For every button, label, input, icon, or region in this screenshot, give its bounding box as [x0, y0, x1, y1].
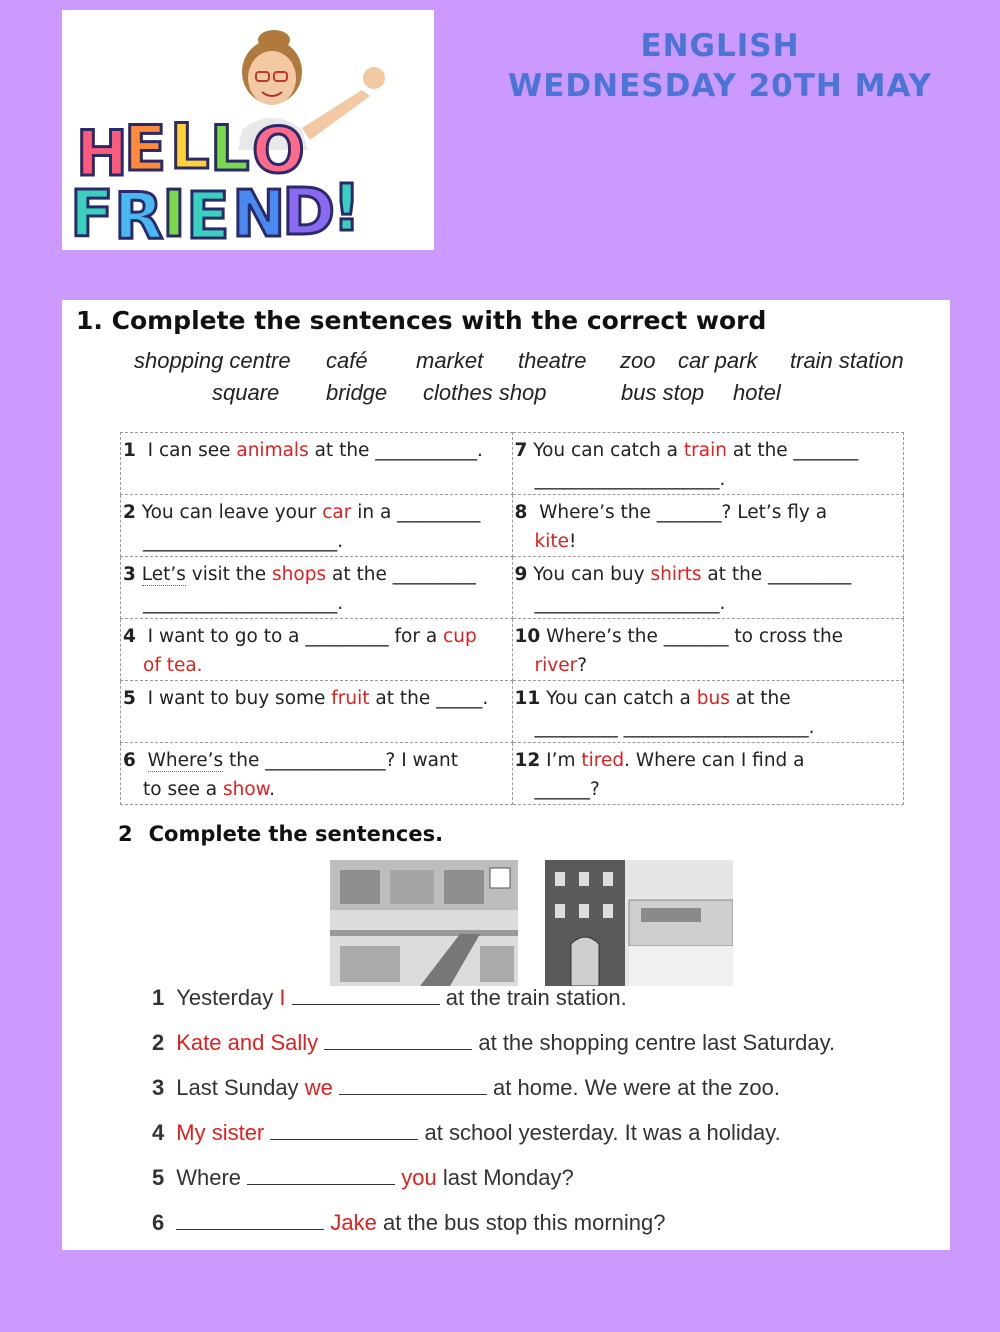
word-bridge: bridge — [326, 380, 388, 405]
item-10: 10 Where’s the _______ to cross the river? — [512, 619, 904, 681]
svg-text:!: ! — [332, 172, 362, 246]
sentence-2: 2 Kate and Sally at the shopping centre last Saturday. — [152, 1030, 836, 1055]
svg-text:H: H — [76, 117, 128, 190]
svg-text:R: R — [114, 180, 164, 250]
word-zoo: zoo — [620, 348, 656, 373]
page-heading — [490, 26, 950, 106]
item-9: 9 You can buy shirts at the _________ ____________________. — [512, 557, 904, 619]
sentence-5: 5 Where you last Monday? — [152, 1165, 574, 1190]
exercise1-title: 1. Complete the sentences with the correct word — [76, 306, 767, 335]
sentence-4: 4 My sister at school yesterday. It was a holiday. — [152, 1120, 781, 1145]
svg-text:F: F — [70, 178, 114, 250]
word-car-park: car park — [678, 348, 758, 373]
word-train-station: train station — [790, 348, 904, 373]
item-3: 3 Let’s visit the shops at the _________ _____________________. — [121, 557, 513, 619]
item-1: 1 I can see animals at the ___________. — [121, 433, 513, 495]
item-6: 6 Where’s the _____________? I want to see a show. — [121, 743, 513, 805]
exercise1-table — [120, 432, 904, 805]
item-8: 8 Where’s the _______? Let’s fly a kite! — [512, 495, 904, 557]
svg-text:D: D — [282, 176, 336, 250]
svg-text:L: L — [210, 112, 250, 185]
train-station-illustration — [545, 860, 733, 986]
bitmoji-avatar-illustration — [62, 10, 434, 250]
hello-friend-banner — [62, 10, 434, 250]
svg-text:I: I — [162, 178, 186, 250]
svg-text:E: E — [124, 112, 167, 185]
sentence-1: 1 Yesterday I at the train station. — [152, 985, 627, 1010]
word-theatre: theatre — [518, 348, 587, 373]
svg-text:E: E — [186, 180, 230, 250]
shopping-centre-illustration — [330, 860, 518, 986]
word-square: square — [212, 380, 280, 405]
word-market: market — [416, 348, 484, 373]
svg-text:N: N — [232, 178, 286, 250]
exercise2-title: 2 Complete the sentences. — [118, 822, 444, 846]
sentence-6: 6 Jake at the bus stop this morning? — [152, 1210, 666, 1235]
date-title: WEDNESDAY 20TH MAY — [508, 68, 932, 104]
word-cafe: café — [326, 348, 368, 373]
item-11: 11 You can catch a bus at the _________ ____________________. — [512, 681, 904, 743]
worksheet — [62, 300, 950, 1250]
word-shopping-centre: shopping centre — [134, 348, 291, 373]
svg-text:L: L — [170, 110, 210, 183]
item-2: 2 You can leave your car in a _________ _____________________. — [121, 495, 513, 557]
item-4: 4 I want to go to a _________ for a cup of tea. — [121, 619, 513, 681]
word-bus-stop: bus stop — [621, 380, 705, 405]
item-7: 7 You can catch a train at the _______ ____________________. — [512, 433, 904, 495]
sentence-3: 3 Last Sunday we at home. We were at the zoo. — [152, 1075, 781, 1100]
word-hotel: hotel — [733, 380, 781, 405]
item-5: 5 I want to buy some fruit at the _____. — [121, 681, 513, 743]
word-clothes-shop: clothes shop — [423, 380, 547, 405]
subject-title: ENGLISH — [640, 28, 800, 64]
svg-text:O: O — [252, 114, 305, 187]
item-12: 12 I’m tired. Where can I find a ______? — [512, 743, 904, 805]
